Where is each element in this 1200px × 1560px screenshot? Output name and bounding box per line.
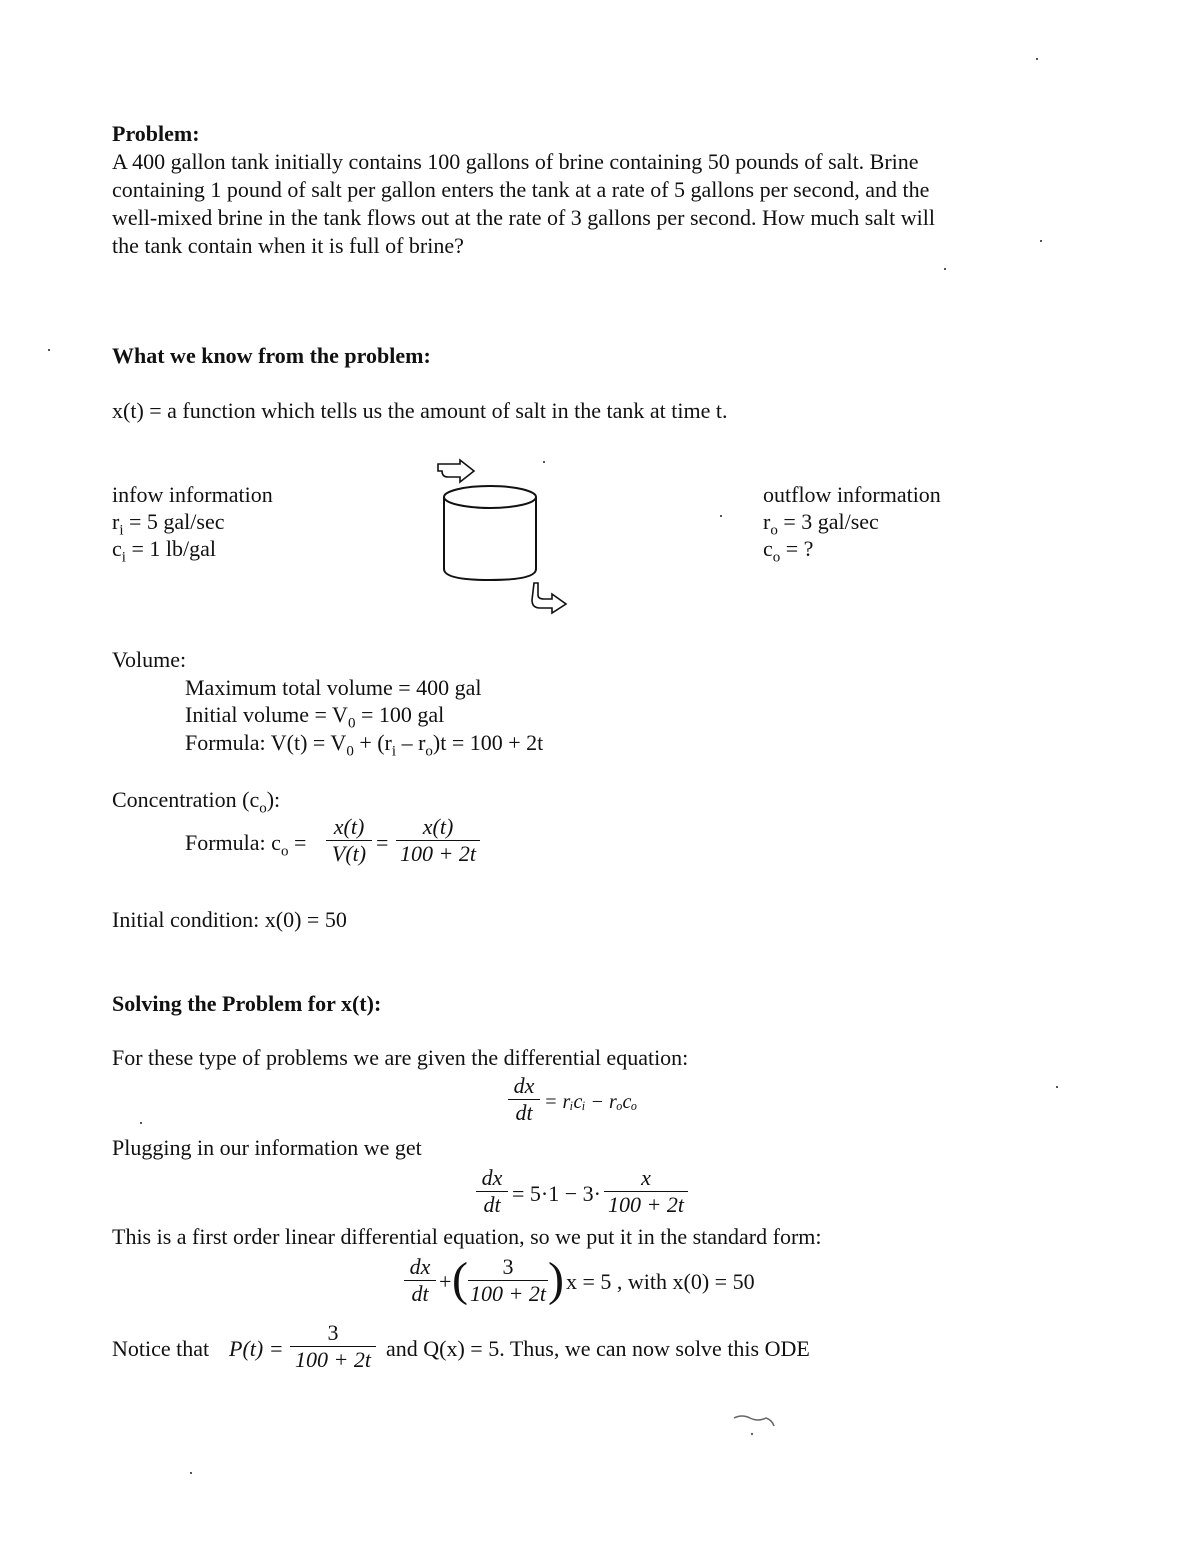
volume-formula: Formula: $V(t) = V_0 + (r_i - r_o)t = 100 + 2t$	[185, 730, 544, 760]
inflow-concentration: $c_i = 1$ lb/gal	[112, 536, 216, 566]
concentration-fraction-1: $\frac{x(t)}{V(t)}$	[326, 814, 372, 867]
scan-speck	[1056, 1086, 1058, 1088]
plugging-text: Plugging in our information we get	[112, 1135, 422, 1160]
problem-line-4: the tank contain when it is full of brine?	[112, 233, 464, 258]
concentration-equals: =	[376, 830, 389, 855]
solving-heading: Solving the Problem for x(t):	[112, 991, 382, 1016]
plug-middle: = 5·1 − 3·	[512, 1181, 601, 1206]
scan-speck	[944, 268, 946, 270]
tank-diagram	[430, 455, 580, 615]
problem-heading: Problem:	[112, 121, 200, 146]
scan-speck	[190, 1472, 192, 1474]
outflow-arrow-icon	[532, 583, 566, 613]
problem-line-1: A 400 gallon tank initially contains 100 gallons of brine containing 50 pounds of salt. Brine	[112, 149, 919, 174]
inflow-arrow-icon	[438, 460, 474, 482]
inflow-title: infow information	[112, 482, 273, 507]
scan-speck	[140, 1122, 142, 1124]
notice-p: P(t) =	[229, 1336, 284, 1361]
notice-suffix: and Q(x) = 5. Thus, we can now solve this ODE	[386, 1336, 810, 1361]
std-plus: +	[439, 1269, 452, 1294]
volume-initial: Initial volume = $V_0 = 100$ gal	[185, 702, 445, 732]
std-left-paren: (	[452, 1253, 468, 1306]
de-rhs: = rᵢcᵢ − rₒcₒ	[544, 1091, 638, 1113]
inflow-rate: $r_i = 5$ gal/sec	[112, 509, 225, 539]
concentration-fraction-2: $\frac{x(t)}{100 + 2t}$	[396, 814, 480, 867]
initial-condition: Initial condition: x(0) = 50	[112, 907, 347, 932]
outflow-concentration: $c_o$ = ?	[763, 536, 814, 566]
concentration-heading: Concentration $(c_o)$:	[112, 787, 281, 817]
tank-cylinder-icon	[444, 486, 536, 580]
xt-definition: x(t) = a function which tells us the amount of salt in the tank at time t.	[112, 398, 728, 423]
volume-max: Maximum total volume = 400 gal	[185, 675, 482, 700]
std-derivative: $\frac{dx}{dt}$	[404, 1254, 436, 1307]
std-right-paren: )	[548, 1253, 564, 1306]
problem-line-2: containing 1 pound of salt per gallon enters the tank at a rate of 5 gallons per second, and the	[112, 177, 930, 202]
problem-line-3: well-mixed brine in the tank flows out at the rate of 3 gallons per second. How much salt will	[112, 205, 935, 230]
std-fraction: $\frac{3}{100 + 2t}$	[468, 1254, 548, 1307]
scan-smudge	[732, 1410, 778, 1440]
scan-speck	[1040, 240, 1042, 242]
de-fraction: $\frac{dx}{dt}$	[508, 1073, 540, 1126]
scan-speck	[48, 349, 50, 351]
plug-derivative: $\frac{dx}{dt}$	[476, 1165, 508, 1218]
std-rhs: x = 5 , with x(0) = 50	[566, 1269, 755, 1294]
standard-form-text: This is a first order linear differential equation, so we put it in the standard form:	[112, 1224, 822, 1249]
known-heading: What we know from the problem:	[112, 343, 431, 368]
notice-fraction: $\frac{3}{100 + 2t}$	[290, 1320, 376, 1373]
plug-fraction: $\frac{x}{100 + 2t}$	[604, 1165, 688, 1218]
outflow-rate: $r_o = 3$ gal/sec	[763, 509, 879, 539]
volume-heading: Volume:	[112, 647, 187, 672]
scan-speck	[1036, 58, 1038, 60]
solving-intro: For these type of problems we are given the differential equation:	[112, 1045, 689, 1070]
outflow-title: outflow information	[763, 482, 941, 507]
scan-speck	[543, 461, 545, 463]
concentration-formula-label: Formula: $c_o$ =	[185, 830, 307, 860]
notice-prefix: Notice that	[112, 1336, 210, 1361]
scan-speck	[720, 515, 722, 517]
